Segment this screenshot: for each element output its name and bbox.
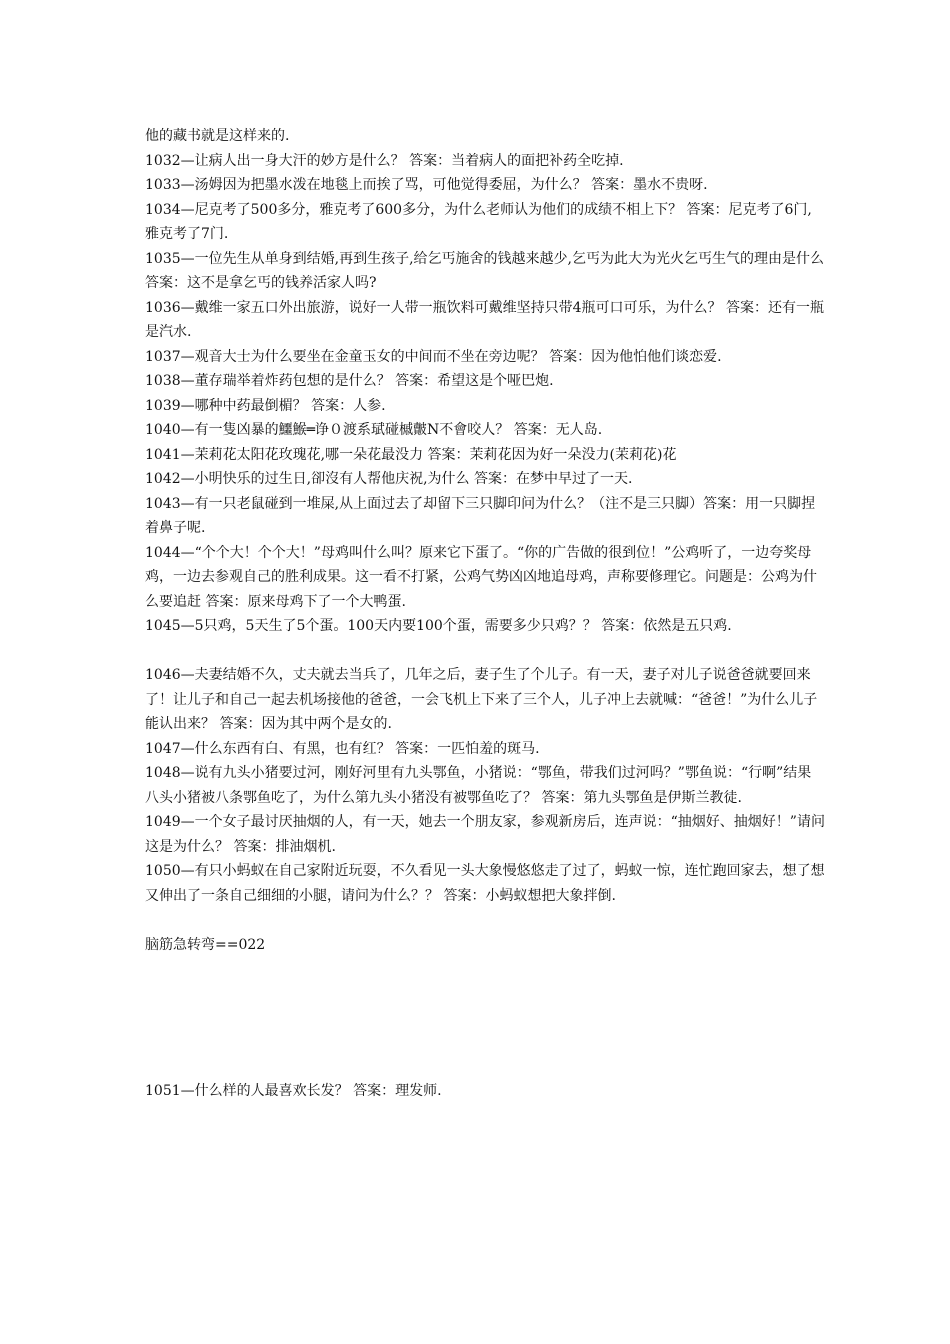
riddle-1039: 1039—哪种中药最倒楣？ 答案：人参.: [145, 397, 386, 414]
riddle-1048: 1048—说有九头小猪要过河，刚好河里有九头鄂鱼，小猪说：“鄂鱼，带我们过河吗？”鄂鱼说：“行啊”结果八头小猪被八条鄂鱼吃了，为什么第九头小猪没有被鄂鱼吃了？ 答案：第九头鄂鱼是伊斯兰教徒.: [145, 765, 812, 806]
blank-line: [145, 908, 825, 933]
riddle-1044: 1044—“个个大！个个大！”母鸡叫什么叫？原来它下蛋了。“你的广告做的很到位！”公鸡听了，一边夸奖母鸡，一边去参观自己的胜利成果。这一看不打紧，公鸡气势凶凶地追母鸡，声称要修理它。问题是：公鸡为什么要追赶 答案：原来母鸡下了一个大鸭蛋.: [145, 544, 817, 610]
document-body: [145, 124, 825, 1104]
riddle-1045: 1045—5只鸡，5天生了5个蛋。100天内要100个蛋，需要多少只鸡？？ 答案：依然是五只鸡.: [145, 618, 732, 634]
riddle-1034: 1034—尼克考了500多分，雅克考了600多分，为什么老师认为他们的成绩不相上下？ 答案：尼克考了6门,雅克考了7门.: [145, 201, 812, 242]
paragraph-intro: 他的藏书就是这样来的.: [145, 128, 290, 144]
riddle-1037: 1037—观音大士为什么要坐在金童玉女的中间而不坐在旁边呢？ 答案：因为他怕他们谈恋爱.: [145, 348, 722, 365]
riddle-1036: 1036—戴维一家五口外出旅游，说好一人带一瓶饮料可戴维坚持只带4瓶可口可乐，为什么？ 答案：还有一瓶是汽水.: [145, 299, 824, 340]
riddle-1041: 1041—茉莉花太阳花玫瑰花,哪一朵花最没力 答案：茉莉花因为好一朵没力(茉莉花)花: [145, 446, 677, 463]
riddle-1047: 1047—什么东西有白、有黑，也有红？ 答案：一匹怕羞的斑马.: [145, 740, 540, 757]
riddle-1040: 1040—有一隻凶暴的鱷鯸═诤０渡系珷碰槭皾N不會咬人？ 答案：无人岛.: [145, 422, 603, 438]
riddle-1033: 1033—汤姆因为把墨水泼在地毯上而挨了骂，可他觉得委屈，为什么？ 答案：墨水不贵呀.: [145, 177, 708, 193]
riddle-1050: 1050—有只小蚂蚁在自己家附近玩耍，不久看见一头大象慢悠悠走了过了，蚂蚁一惊，连忙跑回家去，想了想又伸出了一条自己细细的小腿，请问为什么？？ 答案：小蚂蚁想把大象拌倒.: [145, 863, 825, 904]
riddle-1043: 1043—有一只老鼠碰到一堆屎,从上面过去了却留下三只脚印问为什么？（注不是三只脚）答案：用一只脚捏着鼻子呢.: [145, 495, 816, 536]
blank-space: [145, 957, 825, 1079]
riddle-1032: 1032—让病人出一身大汗的妙方是什么？ 答案：当着病人的面把补药全吃掉.: [145, 152, 624, 169]
riddle-1035: 1035—一位先生从单身到结婚,再到生孩子,给乞丐施舍的钱越来越少,乞丐为此大为光火乞丐生气的理由是什么 答案：这不是拿乞丐的钱养活家人吗?: [145, 250, 824, 291]
section-heading: 脑筋急转弯==022: [145, 936, 266, 953]
riddle-1042: 1042—小明快乐的过生日,卻沒有人帮他庆祝,为什么 答案：在梦中早过了一天.: [145, 471, 633, 487]
riddle-1049: 1049—一个女子最讨厌抽烟的人，有一天，她去一个朋友家，参观新房后，连声说：“抽烟好、抽烟好！”请问这是为什么？ 答案：排油烟机.: [145, 814, 825, 855]
riddle-1038: 1038—董存瑞举着炸药包想的是什么？ 答案：希望这是个哑巴炮.: [145, 373, 554, 389]
riddle-1051: 1051—什么样的人最喜欢长发？ 答案：理发师.: [145, 1083, 442, 1099]
riddle-1046: 1046—夫妻结婚不久，丈夫就去当兵了，几年之后，妻子生了个儿子。有一天，妻子对儿子说爸爸就要回来了！让儿子和自己一起去机场接他的爸爸，一会飞机上下来了三个人，儿子冲上去就喊：“爸爸！”为什么儿子能认出来？ 答案：因为其中两个是女的.: [145, 667, 818, 732]
blank-line: [145, 639, 825, 664]
